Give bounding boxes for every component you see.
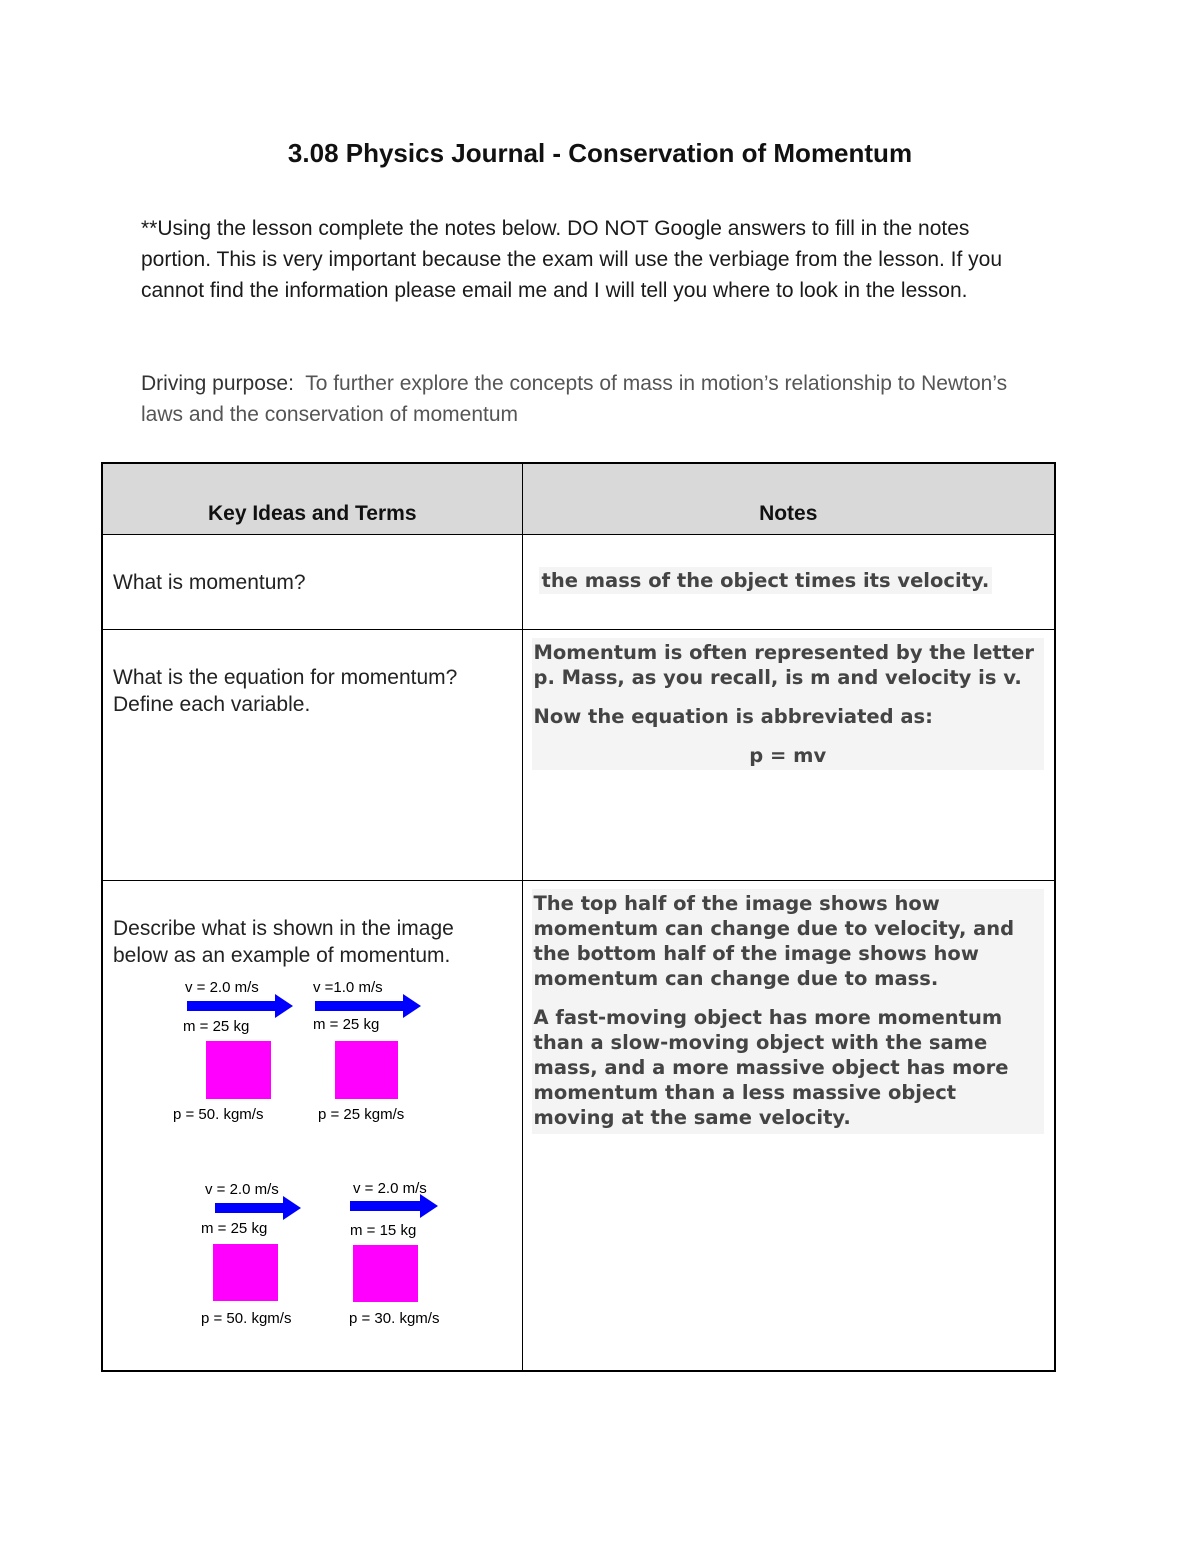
momentum-example <box>201 1181 301 1327</box>
header-key-ideas: Key Ideas and Terms <box>102 463 522 535</box>
momentum-label: p = 50. kgm/s <box>173 1106 264 1123</box>
mass-box <box>206 1041 271 1099</box>
mass-box <box>335 1041 398 1099</box>
mass-label: m = 15 kg <box>350 1222 417 1239</box>
question-cell <box>102 535 522 630</box>
mass-box <box>213 1244 278 1301</box>
velocity-arrow-icon <box>215 1196 301 1220</box>
table-row <box>102 881 1055 1371</box>
driving-purpose-text: To further explore the concepts of mass in motion’s relationship to Newton’s laws and the conservation of momentum <box>141 372 1008 426</box>
instructions: **Using the lesson complete the notes below. DO NOT Google answers to fill in the notes portion. This is very important because the exam will use the verbiage from the lesson. If you cannot find the information please email me and I will tell you where to look in the lesson. <box>141 217 1003 302</box>
momentum-diagram <box>163 969 463 1339</box>
notes-table <box>101 462 1056 1372</box>
momentum-label: p = 50. kgm/s <box>201 1310 292 1327</box>
answer-text: The top half of the image shows how momentum can change due to velocity, and the bottom half of the image shows how momentum can change due to mass. <box>533 892 1015 990</box>
velocity-arrow-icon <box>350 1194 438 1218</box>
mass-label: m = 25 kg <box>201 1220 268 1237</box>
question-text: Describe what is shown in the image below as an example of momentum. <box>113 917 454 967</box>
answer-cell <box>522 881 1055 1371</box>
answer-text: Momentum is often represented by the letter p. Mass, as you recall, is m and velocity is v. <box>533 641 1034 689</box>
mass-label: m = 25 kg <box>183 1018 250 1035</box>
answer-block <box>532 889 1045 1134</box>
velocity-arrow-icon <box>187 994 293 1018</box>
answer-text: the mass of the object times its velocity. <box>539 567 993 594</box>
mass-label: m = 25 kg <box>313 1016 380 1033</box>
velocity-label: v =1.0 m/s <box>313 979 383 996</box>
question-text: What is momentum? <box>113 571 306 594</box>
driving-purpose <box>141 368 1041 430</box>
momentum-label: p = 30. kgm/s <box>349 1310 440 1327</box>
momentum-example <box>313 979 421 1123</box>
answer-text: A fast-moving object has more momentum than a slow-moving object with the same mass, and a more massive object has more momentum than a less massive object moving at the same velocity. <box>533 1006 1009 1129</box>
velocity-label: v = 2.0 m/s <box>353 1180 427 1197</box>
mass-box <box>353 1245 418 1302</box>
answer-block <box>532 638 1045 770</box>
equation: p = mv <box>749 744 827 767</box>
momentum-example <box>173 979 293 1123</box>
momentum-example <box>349 1180 439 1327</box>
table-row <box>102 630 1055 881</box>
velocity-label: v = 2.0 m/s <box>185 979 259 996</box>
table-header-row <box>102 463 1055 535</box>
answer-cell <box>522 630 1055 881</box>
table-row <box>102 535 1055 630</box>
page-title: 3.08 Physics Journal - Conservation of Momentum <box>287 138 913 168</box>
question-cell <box>102 881 522 1371</box>
velocity-arrow-icon <box>315 994 421 1018</box>
velocity-label: v = 2.0 m/s <box>205 1181 279 1198</box>
question-text: What is the equation for momentum? Define each variable. <box>113 666 458 716</box>
momentum-label: p = 25 kgm/s <box>318 1106 405 1123</box>
answer-cell <box>522 535 1055 630</box>
header-notes: Notes <box>522 463 1055 535</box>
driving-purpose-label: Driving purpose: <box>141 372 294 395</box>
question-cell <box>102 630 522 881</box>
answer-text: Now the equation is abbreviated as: <box>533 705 933 728</box>
